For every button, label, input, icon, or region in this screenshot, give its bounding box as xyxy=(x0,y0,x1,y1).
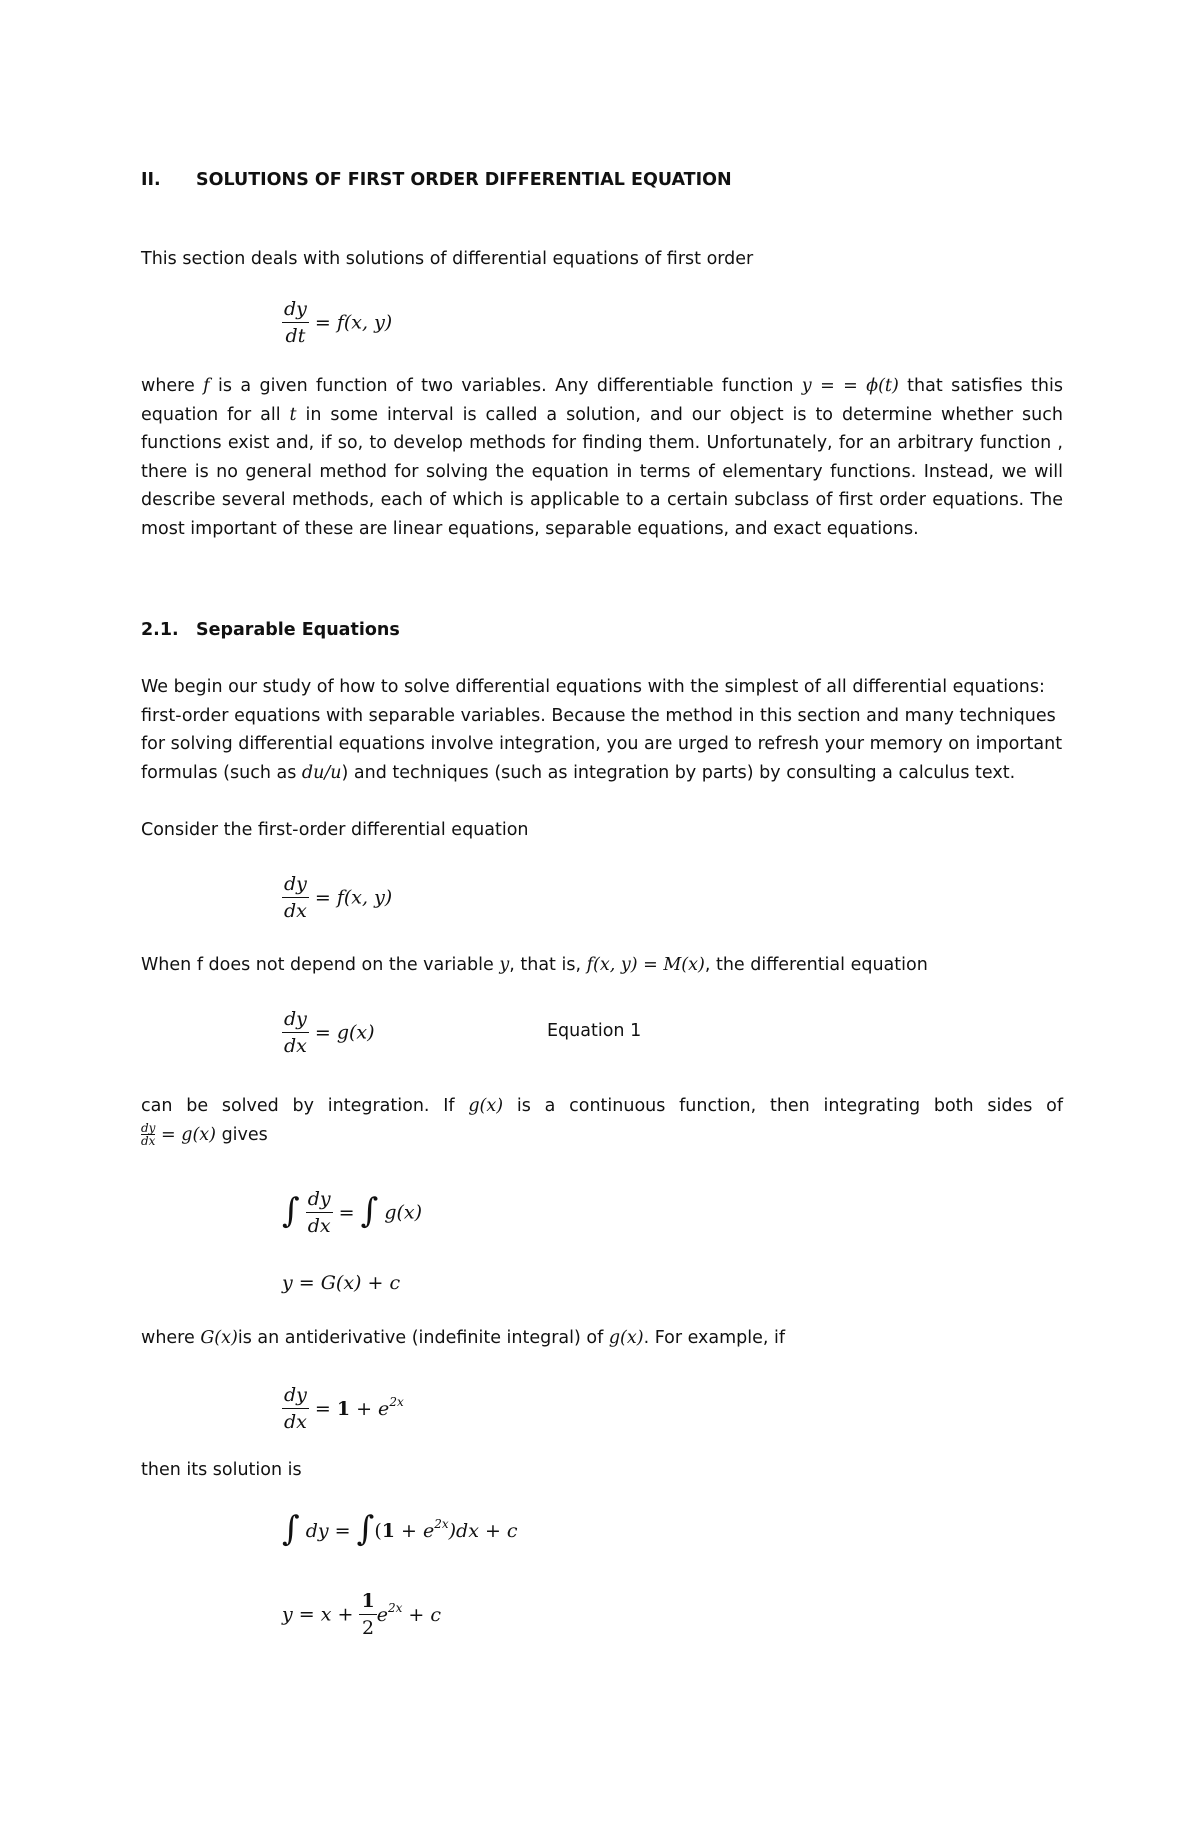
fraction xyxy=(282,1382,309,1435)
paragraph-line: $\frac{dy}{dx}$ = g(x) gives xyxy=(141,1121,268,1148)
equation-integral-g: ∫ $\frac{dy}{dx}$ = ∫ g(x) xyxy=(282,1188,423,1237)
paragraph-line: We begin our study of how to solve differential equations with the simplest of all differential equations: xyxy=(141,677,1045,697)
fraction-denominator: dx xyxy=(284,1035,307,1057)
inline-fraction: $\frac{dy}{dx}$ xyxy=(141,1121,156,1148)
equation-rhs: g(x) xyxy=(384,1201,423,1224)
then-line: then its solution is xyxy=(141,1460,302,1480)
integral-sign: ∫ xyxy=(356,1509,375,1549)
equation-rhs: f(x, y) xyxy=(336,311,393,334)
fraction-denominator: dx xyxy=(284,1411,307,1433)
can-paragraph xyxy=(141,1092,1063,1149)
equation-integral-solution: ∫ dy = $\int(1 + e^{2x})dx + c$ xyxy=(282,1509,518,1549)
paragraph-line: for solving differential equations involve integration, you are urged to refresh your memory on important xyxy=(141,734,1063,754)
fraction xyxy=(282,296,309,349)
fraction-numerator: dy xyxy=(282,296,309,323)
equation-dy-dt: $\frac{dy}{dt}$ = f(x, y) xyxy=(284,298,393,347)
equation-final-solution: y = x + $\frac{1}{2}$ $e^{2x} + c$ xyxy=(282,1590,441,1639)
paragraph-line: can be solved by integration. If g(x) is a continuous function, then integrating both sides of xyxy=(141,1096,1063,1116)
paragraph-line: functions exist and, if so, to develop methods for finding them. Unfortunately, for an arbitrary function , xyxy=(141,433,1063,453)
fraction-denominator: 2 xyxy=(362,1617,375,1639)
paragraph-line: describe several methods, each of which is applicable to a certain subclass of first order equations. The xyxy=(141,490,1063,510)
when-line: When f does not depend on the variable y, that is, f(x, y) = M(x), the differential equation xyxy=(141,955,928,975)
fraction-numerator: dy xyxy=(282,1382,309,1409)
equation-dy-dx-f: $\frac{dy}{dx}$ = f(x, y) xyxy=(284,873,393,922)
fraction xyxy=(359,1588,376,1641)
equation-label: Equation 1 xyxy=(547,1021,642,1041)
equation-rhs: f(x, y) xyxy=(336,886,393,909)
section-number: II. xyxy=(141,170,161,190)
where-line: where G(x)is an antiderivative (indefinite integral) of g(x). For example, if xyxy=(141,1328,786,1348)
equation-example: $\frac{dy}{dx}$ = $1 + e^{2x}$ xyxy=(284,1384,404,1433)
paragraph-line: most important of these are linear equations, separable equations, and exact equations. xyxy=(141,518,919,539)
fraction-numerator: 1 xyxy=(359,1588,376,1615)
fraction xyxy=(282,871,309,924)
equation-rhs: g(x) xyxy=(336,1021,375,1044)
paragraph-line: first-order equations with separable variables. Because the method in this section and many techniques xyxy=(141,705,1056,726)
integral-sign: ∫ xyxy=(360,1190,379,1231)
fraction-numerator: dy xyxy=(282,1006,309,1033)
paragraph-line: formulas (such as du/u) and techniques (such as integration by parts) by consulting a calculus text. xyxy=(141,762,1016,783)
fraction-denominator: dx xyxy=(284,900,307,922)
fraction-numerator: dy xyxy=(306,1186,333,1213)
consider-line: Consider the first-order differential equation xyxy=(141,820,529,840)
subsection-number: 2.1. xyxy=(141,620,179,640)
equation-1: $\frac{dy}{dx}$ = g(x) xyxy=(284,1008,375,1057)
fraction-denominator: dt xyxy=(285,325,306,347)
paragraph-line: where f is a given function of two variables. Any differentiable function y = = ϕ(t) that satisfies this xyxy=(141,376,1063,396)
integral-sign: ∫ xyxy=(282,1190,300,1231)
intro-paragraph xyxy=(141,372,1063,543)
subsection-title: Separable Equations xyxy=(196,620,400,640)
paragraph-line: equation for all t in some interval is called a solution, and our object is to determine whether such xyxy=(141,404,1063,425)
paragraph-line: there is no general method for solving the equation in terms of elementary functions. Instead, we will xyxy=(141,461,1063,482)
fraction xyxy=(282,1006,309,1059)
fraction xyxy=(306,1186,333,1239)
fraction-denominator: dx xyxy=(307,1215,331,1237)
integral-sign: ∫ xyxy=(282,1509,300,1549)
intro-line: This section deals with solutions of differential equations of first order xyxy=(141,249,754,269)
fraction-numerator: dy xyxy=(282,871,309,898)
separable-paragraph xyxy=(141,673,1063,787)
section-title: SOLUTIONS OF FIRST ORDER DIFFERENTIAL EQUATION xyxy=(196,170,732,190)
equation-y-G: y = G(x) + c xyxy=(282,1272,401,1294)
